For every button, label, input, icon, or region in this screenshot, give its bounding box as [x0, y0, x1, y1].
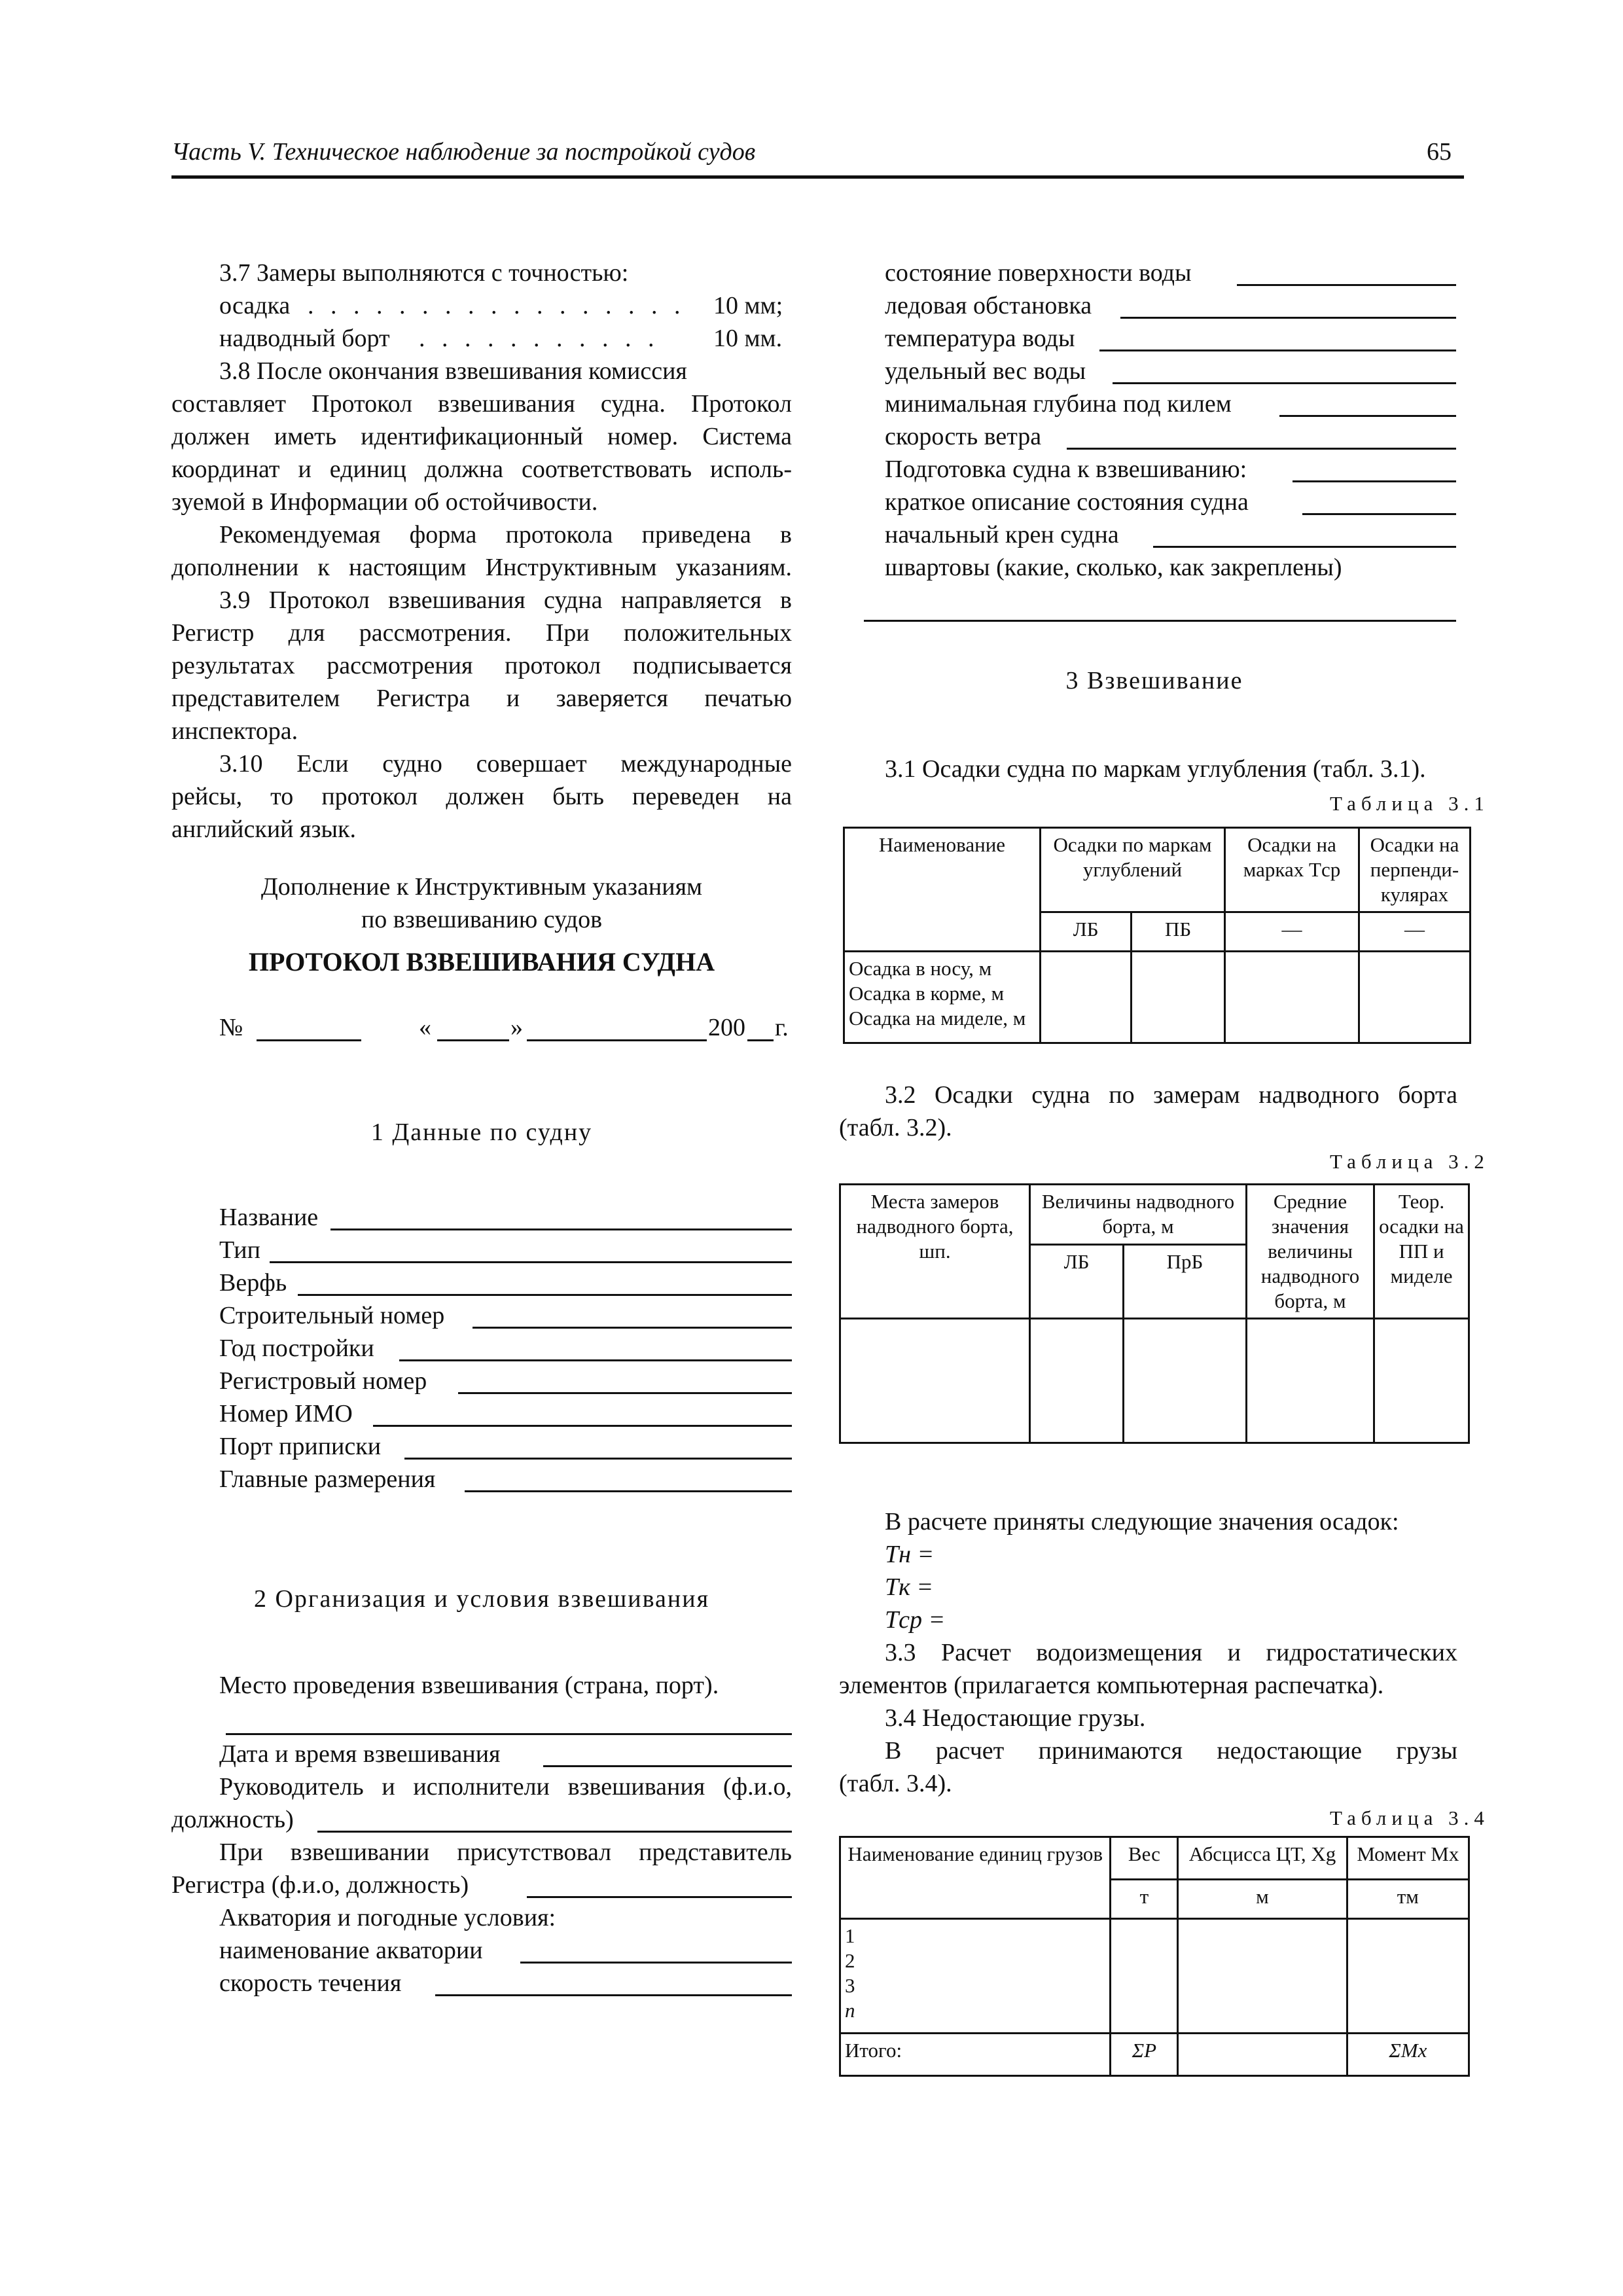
- table-3-4-caption: Таблица 3.4: [1330, 1806, 1489, 1829]
- field-line-dimensions[interactable]: [465, 1490, 792, 1492]
- field-label-yard-number: Строительный номер: [219, 1302, 445, 1329]
- ship-state-label: краткое описание состояния судна: [885, 488, 1249, 516]
- cond-water-density: удельный вес воды: [885, 357, 1086, 385]
- t-stern: Tк =: [885, 1573, 934, 1601]
- t34-unit-tm: тм: [1347, 1880, 1469, 1919]
- field-line-shipyard[interactable]: [298, 1294, 792, 1296]
- t34-total-label: Итого:: [840, 2034, 1111, 2076]
- table-cell[interactable]: [1247, 1319, 1374, 1443]
- t-mean: Tср =: [885, 1606, 946, 1634]
- accepted-drafts: В расчете приняты следующие значения осадок:: [885, 1508, 1399, 1535]
- t32-lb: ЛБ: [1030, 1244, 1124, 1318]
- para-3-9-line-4: представителем Регистра и заверяется печатью: [171, 685, 792, 712]
- year-field[interactable]: [747, 1039, 774, 1041]
- cond-water-temp: температура воды: [885, 325, 1075, 352]
- cond-wind: скорость ветра: [885, 423, 1042, 450]
- place-label: Место проведения взвешивания (страна, порт).: [219, 1672, 719, 1699]
- para-3-10-line-1: 3.10 Если судно совершает международные: [219, 750, 792, 778]
- freeboard-label: надводный борт: [219, 325, 390, 352]
- aqua-label: Акватория и погодные условия:: [219, 1904, 556, 1931]
- t34-row-1: 1: [845, 1924, 855, 1947]
- moorings-line[interactable]: [864, 620, 1456, 622]
- para-3-2b: (табл. 3.2).: [839, 1114, 952, 1141]
- cond-ice: ледовая обстановка: [885, 292, 1092, 319]
- table-cell[interactable]: [1124, 1319, 1247, 1443]
- datetime-label: Дата и время взвешивания: [219, 1740, 501, 1768]
- year-suffix: г.: [775, 1014, 789, 1041]
- t31-row-bow: Осадка в носу, м: [849, 957, 992, 980]
- table-3-4: [839, 1836, 1470, 2077]
- aqua-name-label: наименование акватории: [219, 1937, 483, 1964]
- t32-prb: ПрБ: [1124, 1244, 1247, 1318]
- dot-leader: . . . . . . . . . . . . . . . . .: [308, 292, 686, 319]
- para-3-10-line-3: английский язык.: [171, 816, 356, 843]
- ship-state-line[interactable]: [1302, 513, 1456, 515]
- field-label-type: Тип: [219, 1236, 260, 1264]
- t34-row-3: 3: [845, 1974, 855, 1997]
- table-3-2: [839, 1183, 1470, 1444]
- t31-header-perpendiculars: Осадки на перпенди-кулярах: [1359, 828, 1471, 912]
- field-line-type[interactable]: [270, 1261, 792, 1263]
- para-3-8-line-3: должен иметь идентификационный номер. Система: [171, 423, 792, 450]
- table-cell[interactable]: [1132, 952, 1225, 1043]
- cond-wind-line[interactable]: [1067, 448, 1456, 450]
- field-line-yard-number[interactable]: [473, 1327, 792, 1329]
- t32-header-values: Величины надводного борта, м: [1030, 1185, 1247, 1245]
- para-3-8-line-5: зуемой в Информации об остойчивости.: [171, 488, 598, 516]
- table-cell[interactable]: [1111, 1919, 1178, 2034]
- field-label-shipyard: Верфь: [219, 1269, 287, 1297]
- field-line-port[interactable]: [404, 1458, 792, 1460]
- cond-min-depth-line[interactable]: [1279, 415, 1456, 417]
- t34-header-name: Наименование единиц грузов: [840, 1837, 1111, 1919]
- initial-heel-label: начальный крен судна: [885, 521, 1119, 548]
- para-3-8-line-2: составляет Протокол взвешивания судна. Протокол: [171, 390, 792, 418]
- t31-pb: ПБ: [1132, 912, 1225, 952]
- para-3-4: 3.4 Недостающие грузы.: [885, 1704, 1146, 1732]
- table-cell[interactable]: [1347, 1919, 1469, 2034]
- current-line[interactable]: [435, 1994, 792, 1996]
- year-prefix: 200: [708, 1014, 745, 1041]
- running-header-title: Часть V. Техническое наблюдение за постройкой судов: [171, 138, 756, 166]
- t32-header-theoretical: Теор. осадки на ПП и миделе: [1374, 1185, 1469, 1319]
- t34-header-abscissa: Абсцисса ЦТ, Xg: [1178, 1837, 1347, 1880]
- para-3-9-line-2: Регистр для рассмотрения. При положительных: [171, 619, 792, 647]
- day-field[interactable]: [437, 1039, 509, 1041]
- t34-row-n: n: [845, 1999, 855, 2022]
- t32-header-mean: Средние значения величины надводного борта, м: [1247, 1185, 1374, 1319]
- present-label-2: Регистра (ф.и.о, должность): [171, 1871, 469, 1899]
- para-3-3b: элементов (прилагается компьютерная распечатка).: [839, 1672, 1384, 1699]
- prep-label: Подготовка судна к взвешиванию:: [885, 456, 1247, 483]
- para-3-8-line-1: 3.8 После окончания взвешивания комиссия: [219, 357, 687, 385]
- table-cell[interactable]: [1178, 2034, 1347, 2076]
- table-3-1-caption: Таблица 3.1: [1330, 792, 1489, 815]
- t31-row-labels: [844, 952, 1041, 1043]
- cond-water-density-line[interactable]: [1113, 382, 1456, 384]
- month-field[interactable]: [527, 1039, 707, 1041]
- field-label-name: Название: [219, 1204, 319, 1231]
- prep-line[interactable]: [1293, 480, 1456, 482]
- supplement-title-2: по взвешиванию судов: [361, 906, 603, 933]
- table-cell[interactable]: [1374, 1319, 1469, 1443]
- present-label: При взвешивании присутствовал представитель: [219, 1839, 792, 1866]
- leader-label-2: должность): [171, 1806, 294, 1833]
- cond-water-surface: состояние поверхности воды: [885, 259, 1192, 287]
- field-label-dimensions: Главные размерения: [219, 1465, 436, 1493]
- section-3-title: 3 Взвешивание: [1065, 667, 1243, 694]
- table-cell[interactable]: [1041, 952, 1132, 1043]
- protocol-title: ПРОТОКОЛ ВЗВЕШИВАНИЯ СУДНА: [248, 947, 715, 977]
- aqua-name-line[interactable]: [520, 1962, 792, 1964]
- t31-dash-1: —: [1225, 912, 1359, 952]
- section-2-title: 2 Организация и условия взвешивания: [253, 1585, 710, 1613]
- dot-leader: . . . . . . . . . . .: [419, 325, 660, 352]
- t31-row-midship: Осадка на миделе, м: [849, 1007, 1026, 1030]
- cond-min-depth: минимальная глубина под килем: [885, 390, 1232, 418]
- cond-ice-line[interactable]: [1120, 317, 1456, 319]
- number-sign: №: [219, 1014, 243, 1041]
- quote-open: «: [419, 1014, 431, 1041]
- table-3-1: [843, 827, 1471, 1044]
- draft-value: 10 мм;: [713, 292, 783, 319]
- page-number: 65: [1427, 138, 1452, 166]
- t32-header-places: Места замеров надводного борта, шп.: [840, 1185, 1030, 1319]
- t31-row-stern: Осадка в корме, м: [849, 982, 1005, 1005]
- current-label: скорость течения: [219, 1969, 402, 1997]
- t34-unit-m: м: [1178, 1880, 1347, 1919]
- supplement-title-1: Дополнение к Инструктивным указаниям: [260, 873, 703, 901]
- para-3-1: 3.1 Осадки судна по маркам углубления (табл. 3.1).: [885, 755, 1426, 783]
- para-3-9-line-3: результатах рассмотрения протокол подписывается: [171, 652, 792, 679]
- para-3-9-line-1: 3.9 Протокол взвешивания судна направляется в: [219, 586, 792, 614]
- table-cell[interactable]: [840, 1319, 1030, 1443]
- table-3-2-caption: Таблица 3.2: [1330, 1150, 1489, 1173]
- para-3-8-line-4: координат и единиц должна соответствовать исполь-: [171, 456, 792, 483]
- field-line-imo-number[interactable]: [373, 1425, 792, 1427]
- quote-close: »: [510, 1014, 523, 1041]
- para-3-2: 3.2 Осадки судна по замерам надводного борта: [885, 1081, 1457, 1109]
- t31-dash-2: —: [1359, 912, 1471, 952]
- t31-header-mean: Осадки на марках Tср: [1225, 828, 1359, 912]
- field-line-build-year[interactable]: [399, 1359, 792, 1361]
- protocol-number-field[interactable]: [257, 1039, 361, 1041]
- para-3-3: 3.3 Расчет водоизмещения и гидростатических: [885, 1639, 1457, 1666]
- t31-lb: ЛБ: [1041, 912, 1132, 952]
- t34-header-weight: Вес: [1111, 1837, 1178, 1880]
- table-cell[interactable]: [1178, 1919, 1347, 2034]
- para-3-7: 3.7 Замеры выполняются с точностью:: [219, 259, 629, 287]
- field-label-port: Порт приписки: [219, 1433, 382, 1460]
- field-label-imo-number: Номер ИМО: [219, 1400, 353, 1427]
- para-3-4c: (табл. 3.4).: [839, 1770, 952, 1797]
- place-line[interactable]: [226, 1733, 792, 1735]
- t31-header-name: Наименование: [844, 828, 1041, 952]
- table-cell[interactable]: [1359, 952, 1471, 1043]
- leader-label: Руководитель и исполнители взвешивания (ф.и.о,: [219, 1773, 792, 1801]
- t-bow: Tн =: [885, 1541, 935, 1568]
- para-3-8b-line-2: дополнении к настоящим Инструктивным указаниям.: [171, 554, 792, 581]
- draft-label: осадка: [219, 292, 291, 319]
- field-line-name[interactable]: [330, 1229, 792, 1230]
- t34-unit-t: т: [1111, 1880, 1178, 1919]
- t34-header-moment: Момент Mx: [1347, 1837, 1469, 1880]
- para-3-10-line-2: рейсы, то протокол должен быть переведен на: [171, 783, 792, 810]
- initial-heel-line[interactable]: [1153, 546, 1456, 548]
- t34-row-numbers: [840, 1919, 1111, 2034]
- para-3-4b: В расчет принимаются недостающие грузы: [885, 1737, 1457, 1765]
- cond-water-temp-line[interactable]: [1099, 350, 1456, 351]
- para-3-9-line-5: инспектора.: [171, 717, 298, 745]
- t34-row-2: 2: [845, 1949, 855, 1972]
- freeboard-value: 10 мм.: [713, 325, 783, 352]
- datetime-line[interactable]: [543, 1765, 792, 1767]
- table-cell[interactable]: [1030, 1319, 1124, 1443]
- t34-total-weight: ΣP: [1111, 2034, 1178, 2076]
- leader-line[interactable]: [317, 1831, 792, 1833]
- moorings-label: швартовы (какие, сколько, как закреплены): [885, 554, 1342, 581]
- t31-header-marks: Осадки по маркам углублений: [1041, 828, 1225, 912]
- t34-total-moment: ΣMx: [1347, 2034, 1469, 2076]
- present-line[interactable]: [527, 1896, 792, 1898]
- field-label-register-number: Регистровый номер: [219, 1367, 427, 1395]
- section-1-title: 1 Данные по судну: [370, 1119, 593, 1146]
- table-cell[interactable]: [1225, 952, 1359, 1043]
- header-rule: [171, 175, 1464, 179]
- cond-water-surface-line[interactable]: [1237, 284, 1456, 286]
- field-label-build-year: Год постройки: [219, 1335, 374, 1362]
- para-3-8b-line-1: Рекомендуемая форма протокола приведена в: [219, 521, 792, 548]
- field-line-register-number[interactable]: [458, 1392, 792, 1394]
